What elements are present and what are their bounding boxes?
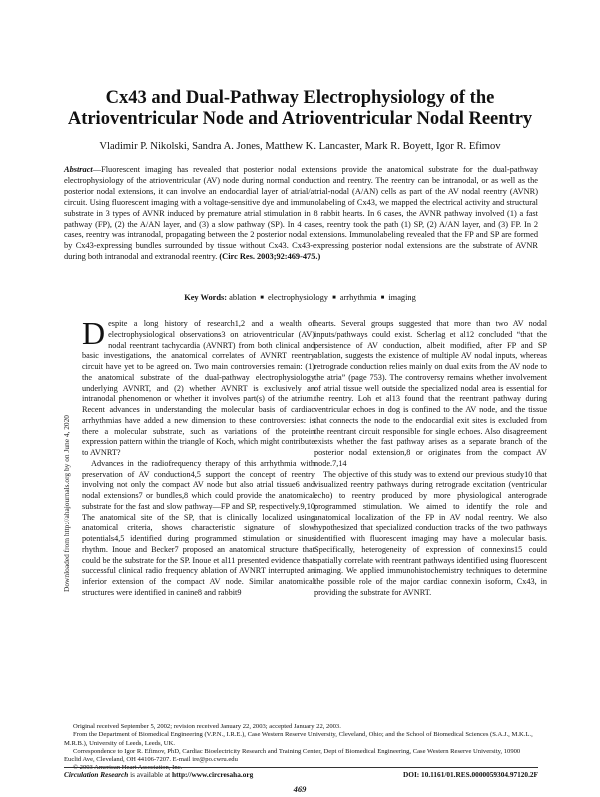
doi: DOI: 10.1161/01.RES.0000059304.97120.2F [403,770,538,779]
journal-name: Circulation Research [64,770,129,779]
footer-divider [64,767,538,768]
paragraph-text: espite a long history of research1,2 and a wealth of electrophysiological observations3 on atrioventricular (AV) nodal reentrant tachycardia (AVNRT) from both clinical and basic investigations, the anatomical correlates of AVNRT reentry circuit have yet to be agreed on. Two main controversies remain: (1) the anatomical substrate of the dual-pathway electrophysiology underlying AVNRT, and (2) whether AVNRT is exclusively an intranodal phenomenon or whether it involves part(s) of the atrium. Recent advances in understanding the molecular basis of cardiac arrhythmias have added a new dimension to these controversies: is there a molecular substrate, such as variations of the protein expression pattern within the triangle of Koch, which might contribute to AVNRT? [82,319,315,457]
body-paragraph: Advances in the radiofrequency therapy of this arrhythmia with preservation of AV conduction4,5 support the concept of reentry involving not only the compact AV node but also atrial tissue6 and nodal extensions7 or bundles,8 which could provide the anatomical substrate for the fast and slow pathway—FP and SP, respectively.9,10 The anatomical site of the SP, that is clinically localized using anatomical criteria, shows characteristic signature of slow potentials4,5 identified during programmed stimulation or sinus rhythm. Inoue and Becker7 proposed an anatomical structure that could be the substrate for the SP. Inoue et al11 presented evidence that successful clinical radio frequency ablation of AVNRT interrupted an inferior extension of the compact AV node. Similar anatomical structures were identified in canine8 and rabbit9 [82,458,315,597]
title-line-2: Atrioventricular Node and Atrioventricular Nodal Reentry [67,109,533,129]
keyword-4: imaging [388,293,416,302]
body-paragraph: hearts. Several groups suggested that more than two AV nodal inputs/pathways could exist. Scherlag et al12 concluded “that the persistence of AV conduction, albeit modified, after FP and SP ablation, suggests the existence of multiple AV nodal inputs, whereas retrograde conduction relies mainly on dual exits from the AV node to the atria” (page 753). The controversy remains whether involvement of atrial tissue well outside the specialized nodal area is essential for the reentry. Loh et al13 found that the reentrant pathway during ventricular echoes in dog is confined to the AV node, and the tissue that connects the node to the endocardial exit sites is excluded from the reentrant circuit responsible for single echoes. Also disagreement exists whether the fast pathway arises as a separate branch of the posterior nodal extension,8 or originates from the compact AV node.7,14 [314,319,547,468]
body-paragraph [82,315,315,459]
keywords-label: Key Words: [184,293,228,302]
keyword-1: ablation [229,293,257,302]
article-title [40,88,560,130]
journal-availability [64,770,253,779]
author-list: Vladimir P. Nikolski, Sandra A. Jones, Matthew K. Lancaster, Mark R. Boyett, Igor R. Efimov [99,141,501,152]
keyword-separator-3: ■ [380,295,385,301]
page-number: 469 [293,784,307,794]
body-paragraph: The objective of this study was to extend our previous study10 that visualized reentry pathways during retrograde excitation (ventricular echo) to reentry produced by more physiological anterograde programmed stimulation. We aimed to identify the role and anatomical localization of the FP in AV nodal reentry. We also hypothesized that specialized conduction tracks of the two pathways identified with fluorescent imaging may have a molecular basis. Specifically, heterogeneity of expression of connexins15 could spatially correlate with reentrant pathways identified using fluorescent imaging. We applied immunohistochemistry techniques to determine the possible role of the major cardiac connexin isoform, Cx43, in providing the substrate for AVNRT. [314,469,547,597]
keyword-separator-1: ■ [260,295,264,301]
footnote-correspondence: Correspondence to Igor R. Efimov, PhD, Cardiac Bioelectricity Research and Training Center, Dept of Biomedical Engineering, Case Western Reserve University, 10900 Euclid Ave, Cleveland, OH 44106-7207. E-mail ire@po.cwru.edu [64,747,521,764]
footnote-copyright: © 2003 American Heart Association, Inc. [73,764,183,772]
keyword-separator-2: ■ [332,295,336,301]
drop-cap: D [82,315,106,351]
footnote-received: Original received September 5, 2002; revision received January 22, 2003; accepted January 22, 2003. [73,723,341,730]
abstract-label: Abstract [64,165,93,174]
abstract-text: —Fluorescent imaging has revealed that posterior nodal extensions provide the anatomical substrate for the dual-pathway electrophysiology of the atrioventricular (AV) node during normal conduction and reentry. The reentry can be intranodal, or as well as the posterior nodal extensions, it can involve an endocardial layer of atrial/atrial-nodal (A/AN) cells as part of the AV nodal reentry (AVNR) circuit. Using fluorescent imaging with a voltage-sensitive dye and immunolabeling of Cx43, we mapped the electrical activity and structural substrate in 3 types of AVNR induced by premature atrial stimulation in 8 rabbit hearts. In 6 cases, the AVNR pathway involved (1) a fast pathway (FP), (2) the A/AN layer, and (3) a slow pathway (SP). In 4 cases, reentry took the path (1) SP, (2) A/AN layer, and (3) FP. In 2 cases, reentry was intranodal, propagating between the 2 posterior nodal extensions. Immunolabeling revealed that the FP and SP are formed by Cx43-expressing bundles surrounded by tissue without Cx43. Cx43-expressing posterior nodal extensions are the substrate of AVNR during both intranodal and extranodal reentry. [64,165,538,262]
title-line-1: Cx43 and Dual-Pathway Electrophysiology of the [105,88,495,108]
footnotes [64,723,538,773]
availability-text: is available at [128,770,173,779]
footnote-affiliations: From the Department of Biomedical Engineering (V.P.N., I.R.E.), Case Western Reserve University, Cleveland, Ohio; and the School of Biomedical Sciences (S.A.J., M.K.L., M.R.B.), University of Leeds, Leeds, UK. [64,731,533,747]
download-notice: Downloaded from http://ahajournals.org by on June 4, 2020 [62,414,71,592]
abstract [64,165,538,263]
keyword-2: electrophysiology [267,293,328,302]
keywords [40,292,560,304]
keyword-3: arrhythmia [339,293,377,302]
abstract-citation: (Circ Res. 2003;92:469-475.) [219,252,321,262]
body-column-right [314,319,547,599]
journal-url-link[interactable]: http://www.circresaha.org [172,770,254,779]
body-column-left [82,315,315,599]
